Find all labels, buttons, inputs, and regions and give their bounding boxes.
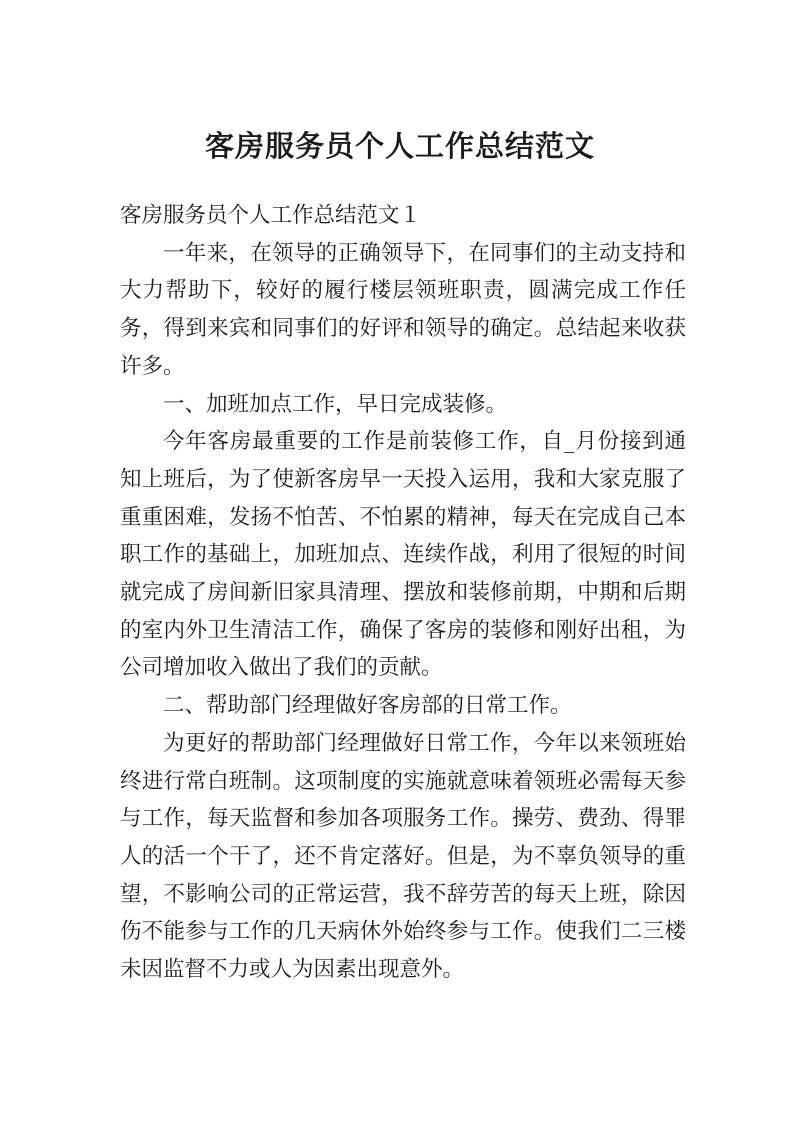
paragraph-daily-work: 为更好的帮助部门经理做好日常工作，今年以来领班始终进行常白班制。这项制度的实施就意味着领班必需每天参与工作，每天监督和参加各项服务工作。操劳、费劲、得罪人的活一个干了，还不肯定落好。但是，为不辜负领导的重望，不影响公司的正常运营，我不辞劳苦的每天上班，除因伤不能参与工作的几天病休外始终参与工作。使我们二三楼未因监督不力或人为因素出现意外。	[120, 730, 686, 983]
subheading-2: 二、帮助部门经理做好客房部的日常工作。	[163, 693, 572, 719]
paragraph-intro: 一年来，在领导的正确领导下，在同事们的主动支持和大力帮助下，较好的履行楼层领班职责，圆满完成工作任务，得到来宾和同事们的好评和领导的确定。总结起来收获许多。	[120, 240, 686, 379]
section-heading: 客房服务员个人工作总结范文１	[120, 203, 422, 228]
paragraph-renovation: 今年客房最重要的工作是前装修工作，自_月份接到通知上班后，为了使新客房早一天投入运用，我和大家克服了重重困难，发扬不怕苦、不怕累的精神，每天在完成自己本职工作的基础上，加班加点、连续作战，利用了很短的时间就完成了房间新旧家具清理、摆放和装修前期，中期和后期的室内外卫生清洁工作，确保了客房的装修和刚好出租，为公司增加收入做出了我们的贡献。	[120, 429, 686, 681]
document-body	[120, 197, 686, 989]
subheading-1: 一、加班加点工作，早日完成装修。	[163, 391, 508, 417]
page-title: 客房服务员个人工作总结范文	[204, 129, 595, 163]
